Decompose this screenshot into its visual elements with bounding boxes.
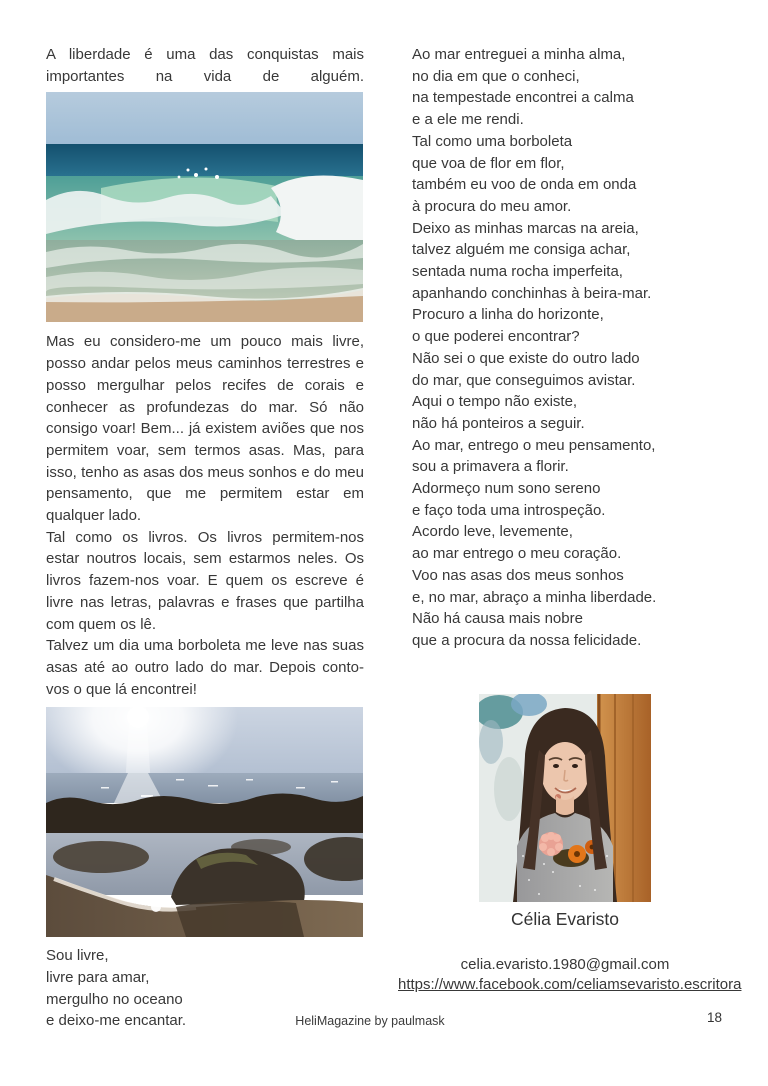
paragraph: Tal como os livros. Os livros permitem-nos estar noutros locais, sem estarmos neles. Os livros fazem-nos voar. E quem os escreve é livre nas letras, palavras e frases que partilha com quem os lê. xyxy=(46,528,364,633)
poem-line: Ao mar entreguei a minha alma, xyxy=(412,46,626,63)
poem-line: e a ele me rendi. xyxy=(412,111,524,129)
author-portrait-photo xyxy=(479,694,651,902)
author-portrait-wrap xyxy=(398,694,732,907)
poem-line: Aqui o tempo não existe, xyxy=(412,393,578,411)
poem-line: Não sei o que existe do outro lado xyxy=(412,349,640,367)
poem xyxy=(398,44,732,652)
poem-line: apanhando conchinhas à beira-mar. xyxy=(412,284,652,302)
intro-paragraph: A liberdade é uma das conquistas mais importantes na vida de alguém. xyxy=(46,46,364,85)
closing-line: mergulho no oceano xyxy=(46,990,183,1008)
poem-line: que voa de flor em flor, xyxy=(412,154,565,172)
poem-line: o que poderei encontrar? xyxy=(412,328,580,346)
author-facebook-link[interactable]: https://www.facebook.com/celiamsevaristo.escritora xyxy=(398,975,742,993)
footer-magazine-credit: HeliMagazine by paulmask xyxy=(295,1014,445,1028)
poem-line: Procuro a linha do horizonte, xyxy=(412,306,604,324)
poem-line: que a procura da nossa felicidade. xyxy=(412,631,642,649)
poem-line: ao mar entrego o meu coração. xyxy=(412,545,622,563)
poem-line: na tempestade encontrei a calma xyxy=(412,89,634,107)
closing-line: e deixo-me encantar. xyxy=(46,1012,187,1030)
poem-line: Ao mar, entrego o meu pensamento, xyxy=(412,436,656,454)
poem-line: à procura do meu amor. xyxy=(412,197,572,215)
poem-line: talvez alguém me consiga achar, xyxy=(412,241,631,259)
poem-line: Voo nas asas dos meus sonhos xyxy=(412,566,624,584)
poem-line: Adormeço num sono sereno xyxy=(412,480,601,498)
closing-line: livre para amar, xyxy=(46,969,150,987)
ocean-waves-photo xyxy=(46,92,363,322)
beach-sunset-photo xyxy=(46,707,363,937)
author-name: Célia Evaristo xyxy=(511,908,619,929)
closing-line: Sou livre, xyxy=(46,947,109,965)
poem-line: sou a primavera a florir. xyxy=(412,458,569,476)
paragraph: Talvez um dia uma borboleta me leve nas suas asas até ao outro lado do mar. Depois conto-vos o que lá encontrei! xyxy=(46,637,364,698)
poem-line: e, no mar, abraço a minha liberdade. xyxy=(412,588,657,606)
right-column xyxy=(398,44,742,993)
poem-line: também eu voo de onda em onda xyxy=(412,176,637,194)
left-paragraphs xyxy=(46,331,364,700)
poem-line: e faço toda uma introspeção. xyxy=(412,501,606,519)
poem-line: do mar, que conseguimos avistar. xyxy=(412,371,636,389)
author-email: celia.evaristo.1980@gmail.com xyxy=(460,955,670,973)
poem-line: sentada numa rocha imperfeita, xyxy=(412,263,623,281)
poem-line: Tal como uma borboleta xyxy=(412,132,573,150)
poem-line: Não há causa mais nobre xyxy=(412,610,583,628)
page-number: 18 xyxy=(706,1010,722,1025)
poem-line: Deixo as minhas marcas na areia, xyxy=(412,219,639,237)
poem-line: não há ponteiros a seguir. xyxy=(412,414,585,432)
left-column xyxy=(46,44,364,1032)
poem-line: no dia em que o conheci, xyxy=(412,67,580,85)
paragraph: Mas eu considero-me um pouco mais livre, posso andar pelos meus caminhos terrestres e posso mergulhar pelos recifes de corais e conhecer as profundezas do mar. Só não consigo voar! Bem... já existem aviões que nos permitem voar, sem termos asas. Mas, para isso, tenho as asas dos meus sonhos e do meu pensamento, que me permitem estar em qualquer lado. xyxy=(46,333,364,525)
poem-line: Acordo leve, levemente, xyxy=(412,523,573,541)
